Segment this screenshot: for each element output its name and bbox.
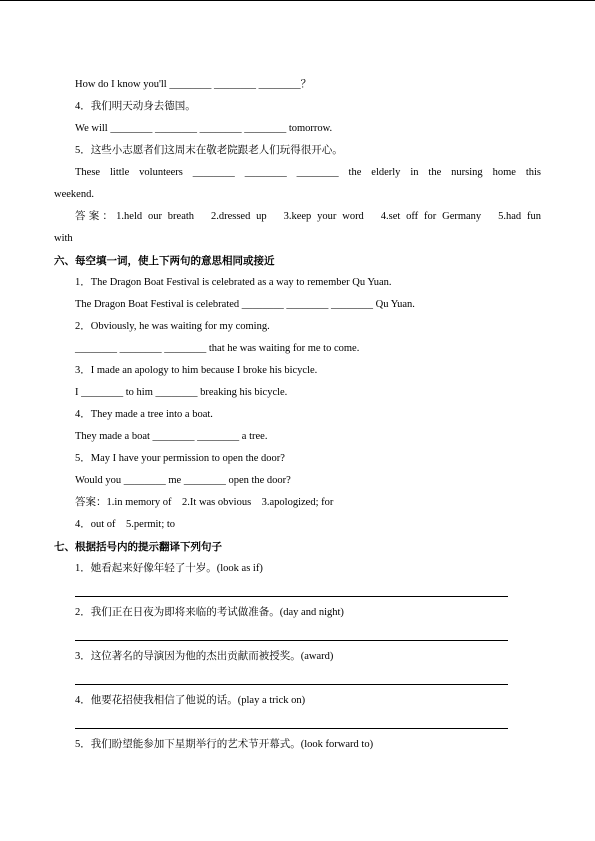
question-text: They made a boat ________ ________ a tree. — [75, 431, 268, 442]
question-text: Would you ________ me ________ open the door? — [75, 475, 291, 486]
answer-key: with — [54, 233, 73, 244]
answer-key: 答案：1.in memory of 2.It was obvious 3.apologized; for — [75, 497, 334, 508]
question-text: weekend. — [54, 189, 94, 200]
question-text: The Dragon Boat Festival is celebrated ________ ________ ________ Qu Yuan. — [75, 299, 415, 310]
answer-blank-line — [75, 596, 508, 597]
question-text: How do I know you'll ________ ________ ________？ — [75, 79, 312, 90]
question-text: 4．They made a tree into a boat. — [75, 409, 213, 420]
question-text: 2．Obviously, he was waiting for my coming. — [75, 321, 270, 332]
question-text: 1．The Dragon Boat Festival is celebrated as a way to remember Qu Yuan. — [75, 277, 392, 288]
question-text: 4．我们明天动身去德国。 — [75, 101, 196, 112]
question-text: 5．我们盼望能参加下星期举行的艺术节开幕式。(look forward to) — [75, 739, 374, 750]
answer-key: 答案：1.held our breath 2.dressed up 3.keep your word 4.set off for Germany 5.had fun — [75, 211, 541, 222]
question-text: ________ ________ ________ that he was waiting for me to come. — [75, 343, 360, 354]
answer-key: 4．out of 5.permit; to — [75, 519, 176, 530]
answer-blank-line — [75, 728, 508, 729]
question-text: 5．May I have your permission to open the door? — [75, 453, 285, 464]
page-top-border — [0, 0, 595, 1]
question-text: 3．I made an apology to him because I broke his bicycle. — [75, 365, 318, 376]
question-text: 5．这些小志愿者们这周末在敬老院跟老人们玩得很开心。 — [75, 145, 343, 156]
question-text: 2．我们正在日夜为即将来临的考试做准备。(day and night) — [75, 607, 344, 618]
question-text: 1．她看起来好像年轻了十岁。(look as if) — [75, 563, 263, 574]
question-text: We will ________ ________ ________ ________ tomorrow. — [75, 123, 333, 134]
question-text: 4．他要花招使我相信了他说的话。(play a trick on) — [75, 695, 306, 706]
question-text: I ________ to him ________ breaking his bicycle. — [75, 387, 288, 398]
question-text: 3．这位著名的导演因为他的杰出贡献而被授奖。(award) — [75, 651, 334, 662]
section-heading: 七、根据括号内的提示翻译下列句子 — [54, 541, 222, 553]
question-text: These little volunteers ________ ________ ________ the elderly in the nursing home this — [75, 167, 541, 178]
section-heading: 六、每空填一词，使上下两句的意思相同或接近 — [54, 255, 275, 267]
answer-blank-line — [75, 640, 508, 641]
answer-blank-line — [75, 684, 508, 685]
